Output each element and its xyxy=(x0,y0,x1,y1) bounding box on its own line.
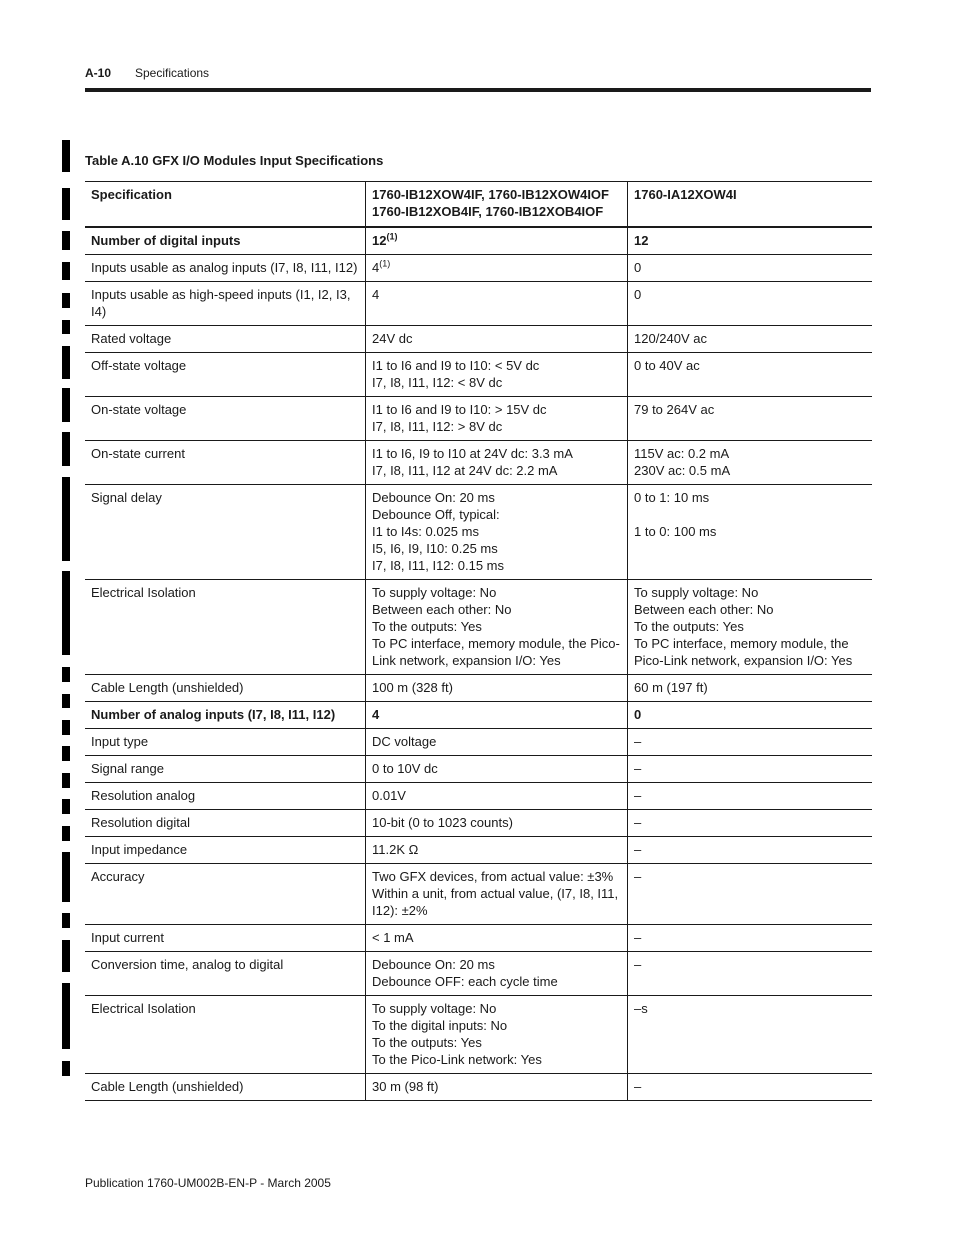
table-row xyxy=(85,729,872,756)
spec-cell: On-state current xyxy=(85,441,366,485)
value-cell-dc: 10-bit (0 to 1023 counts) xyxy=(366,810,628,837)
change-bar xyxy=(62,983,70,1049)
table-row xyxy=(85,282,872,326)
value-cell-dc: 24V dc xyxy=(366,326,628,353)
value-cell-dc: Two GFX devices, from actual value: ±3% Within a unit, from actual value, (I7, I8, I11, I12): ±2% xyxy=(366,864,628,925)
value-cell-dc: 11.2K Ω xyxy=(366,837,628,864)
table-row xyxy=(85,255,872,282)
table-header-row xyxy=(85,182,872,228)
header-model-ac: 1760-IA12XOW4I xyxy=(628,182,873,228)
table-row xyxy=(85,756,872,783)
spec-cell: Resolution analog xyxy=(85,783,366,810)
table-row xyxy=(85,397,872,441)
table-row xyxy=(85,485,872,580)
table-row xyxy=(85,227,872,255)
change-bar xyxy=(62,477,70,561)
value-cell-dc: DC voltage xyxy=(366,729,628,756)
header-rule xyxy=(85,88,871,92)
change-bar xyxy=(62,320,70,334)
table-row xyxy=(85,952,872,996)
value-cell-dc: Debounce On: 20 ms Debounce OFF: each cycle time xyxy=(366,952,628,996)
value-cell-dc: 4 xyxy=(366,702,628,729)
header-specification: Specification xyxy=(85,182,366,228)
change-bar xyxy=(62,1061,70,1076)
value-cell-ac: –s xyxy=(628,996,873,1074)
value-cell-dc: To supply voltage: No Between each other: No To the outputs: Yes To PC interface, memory module, the Pico-Link network, expansion I/O: Yes xyxy=(366,580,628,675)
value-cell-dc: 100 m (328 ft) xyxy=(366,675,628,702)
change-bar xyxy=(62,571,70,655)
table-row xyxy=(85,326,872,353)
value-cell-ac: 115V ac: 0.2 mA 230V ac: 0.5 mA xyxy=(628,441,873,485)
spec-cell: Signal range xyxy=(85,756,366,783)
value-cell-ac: – xyxy=(628,729,873,756)
spec-cell: Electrical Isolation xyxy=(85,580,366,675)
change-bar xyxy=(62,826,70,841)
value-cell-ac: – xyxy=(628,810,873,837)
spec-cell: Input impedance xyxy=(85,837,366,864)
page-number: A-10 xyxy=(85,66,112,80)
value-cell-ac: – xyxy=(628,756,873,783)
change-bar xyxy=(62,720,70,735)
value-cell-dc: I1 to I6 and I9 to I10: < 5V dc I7, I8, I11, I12: < 8V dc xyxy=(366,353,628,397)
table-row xyxy=(85,864,872,925)
value-cell-ac: 0 to 40V ac xyxy=(628,353,873,397)
section-name: Specifications xyxy=(135,66,210,80)
value-cell-ac: 60 m (197 ft) xyxy=(628,675,873,702)
value-cell-ac: 0 xyxy=(628,282,873,326)
value-cell-ac: To supply voltage: No Between each other: No To the outputs: Yes To PC interface, memory module, the Pico-Link network, expansion I/O: Yes xyxy=(628,580,873,675)
spec-cell: Cable Length (unshielded) xyxy=(85,675,366,702)
change-bar xyxy=(62,852,70,902)
value-cell-ac: 12 xyxy=(628,227,873,255)
value-cell-dc: 4 xyxy=(366,282,628,326)
change-bar xyxy=(62,231,70,250)
table-row xyxy=(85,837,872,864)
spec-cell: Off-state voltage xyxy=(85,353,366,397)
table-row xyxy=(85,810,872,837)
table-row xyxy=(85,675,872,702)
header-model-line1: 1760-IB12XOW4IF, 1760-IB12XOW4IOF xyxy=(372,187,609,202)
spec-cell: On-state voltage xyxy=(85,397,366,441)
change-bar xyxy=(62,694,70,708)
value-cell-ac: – xyxy=(628,925,873,952)
spec-cell: Electrical Isolation xyxy=(85,996,366,1074)
value-cell-dc: 0.01V xyxy=(366,783,628,810)
spec-cell: Cable Length (unshielded) xyxy=(85,1074,366,1101)
table-row xyxy=(85,353,872,397)
value-cell-ac: 0 to 1: 10 ms 1 to 0: 100 ms xyxy=(628,485,873,580)
spec-cell: Inputs usable as analog inputs (I7, I8, I11, I12) xyxy=(85,255,366,282)
change-bar xyxy=(62,388,70,422)
page-footer: Publication 1760-UM002B-EN-P - March 2005 xyxy=(85,1176,331,1190)
value-cell-dc: 0 to 10V dc xyxy=(366,756,628,783)
footnote-ref: (1) xyxy=(379,258,391,269)
value-cell-dc: 12$^{(1)}$ xyxy=(366,227,628,255)
spec-cell: Conversion time, analog to digital xyxy=(85,952,366,996)
header-model-group-dc xyxy=(366,182,628,228)
value-cell-dc: I1 to I6 and I9 to I10: > 15V dc I7, I8, I11, I12: > 8V dc xyxy=(366,397,628,441)
change-bar xyxy=(62,432,70,466)
value-cell-ac: 0 xyxy=(628,702,873,729)
spec-cell: Input type xyxy=(85,729,366,756)
table-row xyxy=(85,702,872,729)
spec-cell: Rated voltage xyxy=(85,326,366,353)
header-model-line2: 1760-IB12XOB4IF, 1760-IB12XOB4IOF xyxy=(372,204,604,219)
spec-cell: Signal delay xyxy=(85,485,366,580)
value-cell-ac: 79 to 264V ac xyxy=(628,397,873,441)
change-bar xyxy=(62,188,70,220)
spec-cell: Accuracy xyxy=(85,864,366,925)
value-cell-ac: – xyxy=(628,783,873,810)
change-bar xyxy=(62,262,70,280)
table-row xyxy=(85,580,872,675)
change-bar xyxy=(62,913,70,928)
table-row xyxy=(85,996,872,1074)
value-cell-dc: Debounce On: 20 ms Debounce Off, typical: I1 to I4s: 0.025 ms I5, I6, I9, I10: 0.25 ms I7, I8, I11, I12: 0.15 ms xyxy=(366,485,628,580)
value-cell-dc: I1 to I6, I9 to I10 at 24V dc: 3.3 mA I7, I8, I11, I12 at 24V dc: 2.2 mA xyxy=(366,441,628,485)
spec-cell: Inputs usable as high-speed inputs (I1, I2, I3, I4) xyxy=(85,282,366,326)
change-bar xyxy=(62,346,70,379)
spec-cell: Number of digital inputs xyxy=(85,227,366,255)
value-cell-dc: To supply voltage: No To the digital inputs: No To the outputs: Yes To the Pico-Link network: Yes xyxy=(366,996,628,1074)
value-cell-ac: – xyxy=(628,864,873,925)
change-bar xyxy=(62,293,70,308)
value-cell-ac: – xyxy=(628,1074,873,1101)
spec-cell: Resolution digital xyxy=(85,810,366,837)
value-cell-ac: 0 xyxy=(628,255,873,282)
spec-table xyxy=(85,181,872,1101)
value-cell-ac: – xyxy=(628,952,873,996)
table-row xyxy=(85,783,872,810)
value-cell-dc: 4$^{(1)}$ xyxy=(366,255,628,282)
page-header xyxy=(85,66,871,80)
change-bar xyxy=(62,799,70,814)
change-bar xyxy=(62,667,70,682)
footnote-ref: (1) xyxy=(386,231,398,242)
value-cell-ac: 120/240V ac xyxy=(628,326,873,353)
spec-cell: Input current xyxy=(85,925,366,952)
change-bar xyxy=(62,140,70,172)
value-cell-dc: 30 m (98 ft) xyxy=(366,1074,628,1101)
spec-cell: Number of analog inputs (I7, I8, I11, I12) xyxy=(85,702,366,729)
change-bar xyxy=(62,746,70,761)
table-row xyxy=(85,925,872,952)
value-cell-dc: < 1 mA xyxy=(366,925,628,952)
change-bar xyxy=(62,773,70,788)
change-bar xyxy=(62,940,70,972)
table-title: Table A.10 GFX I/O Modules Input Specifications xyxy=(85,153,384,168)
value-cell-ac: – xyxy=(628,837,873,864)
table-row xyxy=(85,441,872,485)
table-row xyxy=(85,1074,872,1101)
